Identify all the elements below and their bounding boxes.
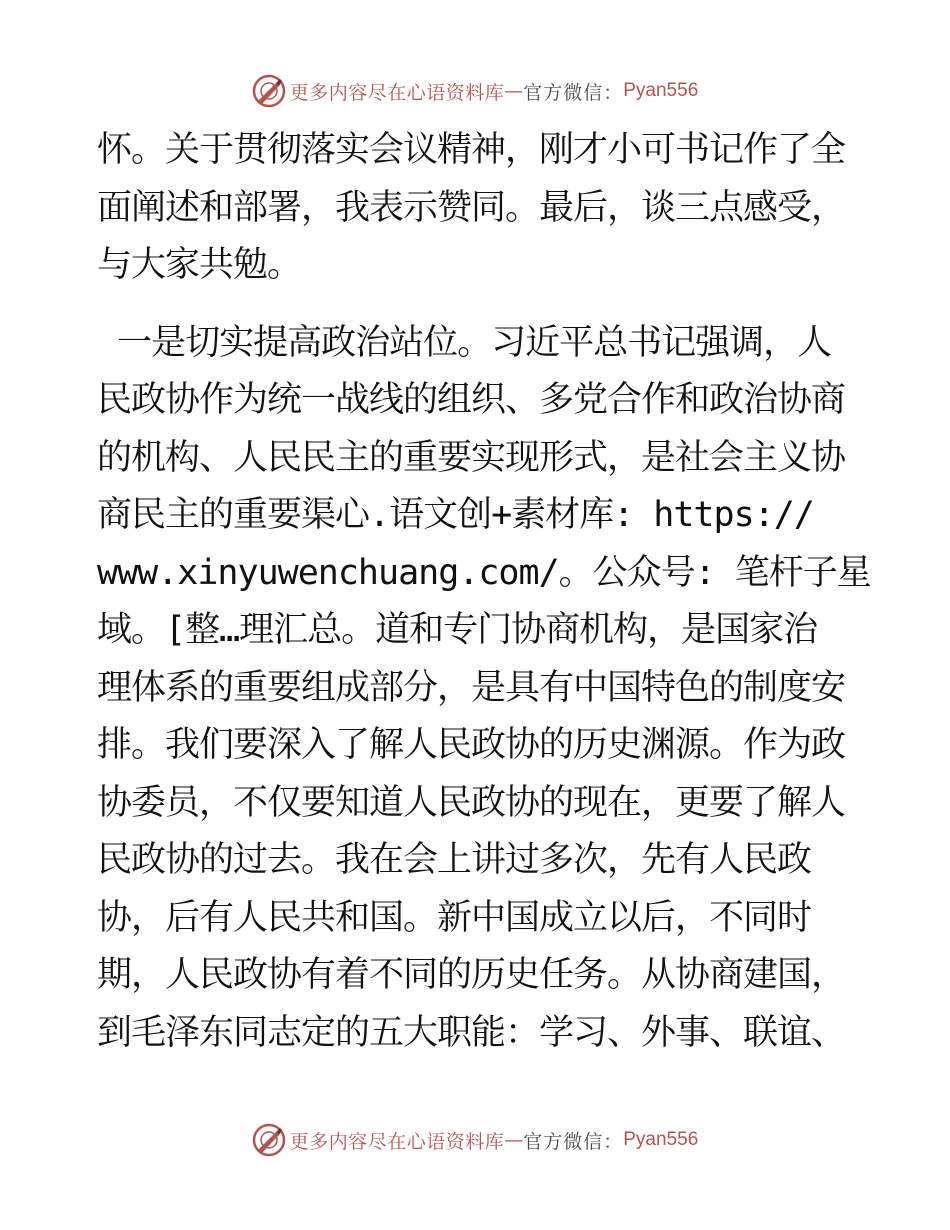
text-line: 与大家共勉。 — [97, 245, 302, 285]
footer-banner-title: 更多内容尽在心语资料库 — [289, 1130, 505, 1153]
text-line: 商民主的重要渠心.语文创+素材库: https:// — [97, 495, 814, 535]
paragraph-gap — [97, 295, 857, 315]
header-banner-wechat-label: 官方微信： — [523, 81, 624, 104]
footer-banner-wechat-id: Pyan556 — [623, 1129, 699, 1150]
text-line: 面阐述和部署，我表示赞同。最后，谈三点感受， — [97, 187, 846, 228]
header-banner-dash: — — [504, 80, 524, 102]
text-line: 怀。关于贯彻落实会议精神，刚才小可书记作了全 — [97, 130, 846, 170]
text-line: 排。我们要深入了解人民政协的历史渊源。作为政 — [97, 725, 846, 765]
footer-banner — [0, 1122, 950, 1158]
text-line: 理体系的重要组成部分，是具有中国特色的制度安 — [97, 667, 846, 708]
text-line: 民政协作为统一战线的组织、多党合作和政治协商 — [97, 380, 846, 420]
text-line: 协，后有人民共和国。新中国成立以后，不同时 — [97, 897, 812, 938]
footer-banner-dash: — — [504, 1129, 524, 1151]
text-line: 协委员，不仅要知道人民政协的现在，更要了解人 — [97, 782, 846, 823]
text-line: 一是切实提高政治站位。习近平总书记强调，人 — [97, 322, 832, 363]
text-line: www.xinyuwenchuang.com/。公众号: 笔杆子星 — [97, 552, 871, 593]
text-line: 到毛泽东同志定的五大职能：学习、外事、联谊、 — [97, 1012, 846, 1053]
text-line: 的机构、人民民主的重要实现形式，是社会主义协 — [97, 437, 846, 478]
paragraph-1 — [97, 122, 857, 295]
text-line: 域。[整…理汇总。道和专门协商机构，是国家治 — [97, 610, 818, 650]
header-banner-wechat-id: Pyan556 — [623, 80, 699, 101]
text-line: 民政协的过去。我在会上讲过多次，先有人民政 — [97, 840, 812, 880]
paragraph-2 — [97, 315, 871, 1063]
header-banner — [0, 73, 950, 109]
text-line: 期，人民政协有着不同的历史任务。从协商建国， — [97, 955, 846, 995]
brand-logo-icon — [252, 1123, 286, 1157]
brand-logo-icon — [252, 74, 286, 108]
header-banner-title: 更多内容尽在心语资料库 — [289, 81, 505, 104]
body-text — [97, 122, 871, 1062]
footer-banner-wechat-label: 官方微信： — [523, 1130, 624, 1153]
